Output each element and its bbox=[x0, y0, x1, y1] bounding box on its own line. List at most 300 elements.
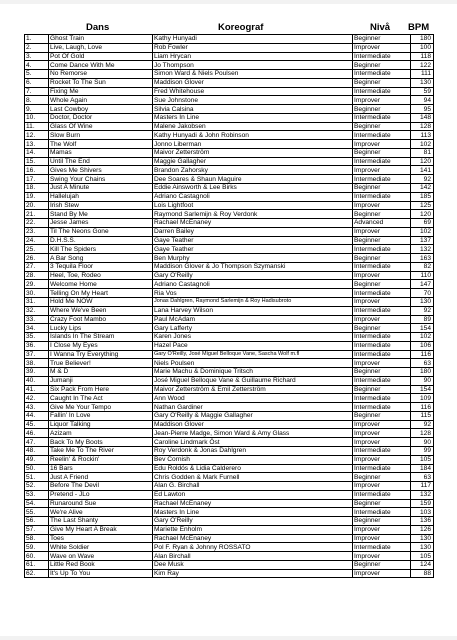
dance-name-cell: Give Me Your Tempo bbox=[49, 403, 153, 412]
choreographer-cell: Maivor Zetterström bbox=[153, 148, 353, 157]
row-number-cell: 17. bbox=[25, 175, 49, 184]
row-number-cell: 49. bbox=[25, 455, 49, 464]
table-row bbox=[25, 227, 434, 236]
row-number-cell: 57. bbox=[25, 525, 49, 534]
bpm-cell: 124 bbox=[411, 560, 434, 569]
choreographer-cell: Dee Musk bbox=[153, 560, 353, 569]
choreographer-cell: Kathy Hunyadi bbox=[153, 35, 353, 44]
table-row bbox=[25, 140, 434, 149]
bpm-cell: 117 bbox=[411, 482, 434, 491]
table-row bbox=[25, 446, 434, 455]
choreographer-cell: Adriano Castagnoli bbox=[153, 280, 353, 289]
choreographer-cell: Maggie Gallagher bbox=[153, 157, 353, 166]
choreographer-cell: Ben Murphy bbox=[153, 254, 353, 263]
dance-name-cell: Where We've Been bbox=[49, 306, 153, 315]
bpm-cell: 120 bbox=[411, 157, 434, 166]
choreographer-cell: Malene Jakobsen bbox=[153, 122, 353, 131]
choreographer-cell: Maddison Glover bbox=[153, 78, 353, 87]
row-number-cell: 6. bbox=[25, 78, 49, 87]
table-row bbox=[25, 376, 434, 385]
dance-name-cell: Little Red Book bbox=[49, 560, 153, 569]
dance-name-cell: Whole Again bbox=[49, 96, 153, 105]
level-cell: Improver bbox=[353, 297, 411, 306]
choreographer-cell: José Miguel Belloque Vane & Guillaume Richard bbox=[153, 376, 353, 385]
level-cell: Improver bbox=[353, 438, 411, 447]
row-number-cell: 27. bbox=[25, 262, 49, 271]
row-number-cell: 9. bbox=[25, 105, 49, 114]
table-row bbox=[25, 394, 434, 403]
row-number-cell: 44. bbox=[25, 411, 49, 420]
choreographer-cell: Rachael McEnaney bbox=[153, 499, 353, 508]
row-number-cell: 56. bbox=[25, 517, 49, 526]
table-row bbox=[25, 315, 434, 324]
dance-name-cell: Jesse James bbox=[49, 219, 153, 228]
level-cell: Improver bbox=[353, 482, 411, 491]
choreographer-cell: Ed Lawton bbox=[153, 490, 353, 499]
row-number-cell: 46. bbox=[25, 429, 49, 438]
table-row bbox=[25, 192, 434, 201]
row-number-cell: 31. bbox=[25, 297, 49, 306]
level-cell: Beginner bbox=[353, 122, 411, 131]
dance-name-cell: Just A Friend bbox=[49, 473, 153, 482]
level-cell: Improver bbox=[353, 96, 411, 105]
table-row bbox=[25, 473, 434, 482]
table-row bbox=[25, 52, 434, 61]
table-row bbox=[25, 324, 434, 333]
row-number-cell: 45. bbox=[25, 420, 49, 429]
bpm-cell: 118 bbox=[411, 52, 434, 61]
dance-name-cell: Fallin' In Love bbox=[49, 411, 153, 420]
level-cell: Improver bbox=[353, 271, 411, 280]
choreographer-cell: Chris Godden & Mark Furnell bbox=[153, 473, 353, 482]
row-number-cell: 58. bbox=[25, 534, 49, 543]
choreographer-cell: Gary O'Reilly bbox=[153, 271, 353, 280]
dance-name-cell: I Wanna Try Everything bbox=[49, 350, 153, 359]
level-cell: Beginner bbox=[353, 254, 411, 263]
table-row bbox=[25, 569, 434, 578]
choreographer-cell: Kim Ray bbox=[153, 569, 353, 578]
level-cell: Beginner bbox=[353, 517, 411, 526]
choreographer-cell: Maivor Zetterström & Emil Zetterström bbox=[153, 385, 353, 394]
table-row bbox=[25, 78, 434, 87]
level-cell: Beginner bbox=[353, 105, 411, 114]
dance-name-cell: Reelin' & Rockin' bbox=[49, 455, 153, 464]
level-cell: Improver bbox=[353, 201, 411, 210]
level-cell: Intermediate bbox=[353, 446, 411, 455]
level-cell: Beginner bbox=[353, 148, 411, 157]
choreographer-cell: Maddison Glover bbox=[153, 420, 353, 429]
choreographer-cell: Sue Johnstone bbox=[153, 96, 353, 105]
row-number-cell: 16. bbox=[25, 166, 49, 175]
table-header bbox=[0, 22, 457, 34]
dance-name-cell: Irish Stew bbox=[49, 201, 153, 210]
table-row bbox=[25, 560, 434, 569]
choreographer-cell: Adriano Castagnoli bbox=[153, 192, 353, 201]
choreographer-cell: Silvia Calsina bbox=[153, 105, 353, 114]
dance-name-cell: Stand By Me bbox=[49, 210, 153, 219]
choreographer-cell: Rachael McEnaney bbox=[153, 219, 353, 228]
table-row bbox=[25, 306, 434, 315]
dance-name-cell: Slow Burn bbox=[49, 131, 153, 140]
bpm-cell: 180 bbox=[411, 35, 434, 44]
choreographer-cell: Pol F. Ryan & Johnny ROSSATO bbox=[153, 543, 353, 552]
choreographer-cell: Ria Vos bbox=[153, 289, 353, 298]
table-row bbox=[25, 35, 434, 44]
dance-name-cell: Hold Me NOW bbox=[49, 297, 153, 306]
bpm-cell: 110 bbox=[411, 271, 434, 280]
level-cell: Intermediate bbox=[353, 262, 411, 271]
dance-name-cell: Kill The Spiders bbox=[49, 245, 153, 254]
bpm-cell: 180 bbox=[411, 368, 434, 377]
bpm-cell: 115 bbox=[411, 411, 434, 420]
table-row bbox=[25, 438, 434, 447]
choreographer-cell: Jonno Liberman bbox=[153, 140, 353, 149]
choreographer-cell: Maddison Glover & Jo Thompson Szymanski bbox=[153, 262, 353, 271]
dance-name-cell: D.H.S.S. bbox=[49, 236, 153, 245]
choreographer-cell: Gary O'Reilly & Maggie Gallagher bbox=[153, 411, 353, 420]
table-row bbox=[25, 420, 434, 429]
bpm-cell: 102 bbox=[411, 140, 434, 149]
dance-name-cell: Til The Neons Gone bbox=[49, 227, 153, 236]
dance-name-cell: Come Dance With Me bbox=[49, 61, 153, 70]
dance-name-cell: Give My Heart A Break bbox=[49, 525, 153, 534]
bpm-cell: 137 bbox=[411, 236, 434, 245]
bpm-cell: 128 bbox=[411, 122, 434, 131]
bpm-cell: 132 bbox=[411, 490, 434, 499]
choreographer-cell: Ann Wood bbox=[153, 394, 353, 403]
bpm-cell: 128 bbox=[411, 429, 434, 438]
table-row bbox=[25, 499, 434, 508]
row-number-cell: 55. bbox=[25, 508, 49, 517]
bpm-cell: 113 bbox=[411, 131, 434, 140]
level-cell: Intermediate bbox=[353, 543, 411, 552]
row-number-cell: 36. bbox=[25, 341, 49, 350]
level-cell: Beginner bbox=[353, 473, 411, 482]
row-number-cell: 11. bbox=[25, 122, 49, 131]
choreographer-cell: Liam Hrycan bbox=[153, 52, 353, 61]
dance-name-cell: Telling On My Heart bbox=[49, 289, 153, 298]
row-number-cell: 5. bbox=[25, 70, 49, 79]
table-row bbox=[25, 184, 434, 193]
row-number-cell: 47. bbox=[25, 438, 49, 447]
bpm-cell: 130 bbox=[411, 78, 434, 87]
level-cell: Intermediate bbox=[353, 464, 411, 473]
bpm-cell: 105 bbox=[411, 455, 434, 464]
level-cell: Improver bbox=[353, 315, 411, 324]
bpm-cell: 88 bbox=[411, 569, 434, 578]
choreographer-cell: Jo Thompson bbox=[153, 61, 353, 70]
table-row bbox=[25, 271, 434, 280]
dance-name-cell: Six Pack From Here bbox=[49, 385, 153, 394]
header-choreographer: Koreograf bbox=[218, 22, 264, 33]
bpm-cell: 102 bbox=[411, 227, 434, 236]
dance-table bbox=[24, 34, 434, 578]
choreographer-cell: Nathan Gardiner bbox=[153, 403, 353, 412]
level-cell: Improver bbox=[353, 227, 411, 236]
choreographer-cell: Simon Ward & Niels Poulsen bbox=[153, 70, 353, 79]
dance-name-cell: Heel, Toe, Rodeo bbox=[49, 271, 153, 280]
level-cell: Improver bbox=[353, 43, 411, 52]
row-number-cell: 14. bbox=[25, 148, 49, 157]
row-number-cell: 7. bbox=[25, 87, 49, 96]
level-cell: Intermediate bbox=[353, 333, 411, 342]
table-row bbox=[25, 429, 434, 438]
dance-name-cell: Caught In The Act bbox=[49, 394, 153, 403]
table-row bbox=[25, 341, 434, 350]
bpm-cell: 92 bbox=[411, 420, 434, 429]
dance-name-cell: Just A Minute bbox=[49, 184, 153, 193]
bpm-cell: 132 bbox=[411, 245, 434, 254]
choreographer-cell: Mariette Enholm bbox=[153, 525, 353, 534]
level-cell: Intermediate bbox=[353, 508, 411, 517]
bpm-cell: 92 bbox=[411, 306, 434, 315]
choreographer-cell: Roy Verdonk & Jonas Dahlgren bbox=[153, 446, 353, 455]
bpm-cell: 63 bbox=[411, 359, 434, 368]
row-number-cell: 59. bbox=[25, 543, 49, 552]
level-cell: Beginner bbox=[353, 411, 411, 420]
level-cell: Intermediate bbox=[353, 403, 411, 412]
dance-name-cell: Live, Laugh, Love bbox=[49, 43, 153, 52]
table-row bbox=[25, 403, 434, 412]
dance-name-cell: White Soldier bbox=[49, 543, 153, 552]
table-row bbox=[25, 96, 434, 105]
choreographer-cell: Rachael McEnaney bbox=[153, 534, 353, 543]
row-number-cell: 33. bbox=[25, 315, 49, 324]
row-number-cell: 20. bbox=[25, 201, 49, 210]
row-number-cell: 41. bbox=[25, 385, 49, 394]
table-row bbox=[25, 210, 434, 219]
choreographer-cell: Paul McAdam bbox=[153, 315, 353, 324]
level-cell: Intermediate bbox=[353, 52, 411, 61]
choreographer-cell: Gaye Teather bbox=[153, 245, 353, 254]
level-cell: Intermediate bbox=[353, 157, 411, 166]
table-row bbox=[25, 517, 434, 526]
table-row bbox=[25, 87, 434, 96]
row-number-cell: 24. bbox=[25, 236, 49, 245]
choreographer-cell: Marie Machu & Dominique Tritsch bbox=[153, 368, 353, 377]
table-row bbox=[25, 175, 434, 184]
choreographer-cell: Gary O'Reilly, José Miguel Belloque Vane, Sascha Wolf m.fl bbox=[153, 350, 353, 359]
header-level: Nivå bbox=[370, 22, 391, 33]
level-cell: Beginner bbox=[353, 368, 411, 377]
level-cell: Improver bbox=[353, 166, 411, 175]
choreographer-cell: Alan G. Birchall bbox=[153, 482, 353, 491]
row-number-cell: 52. bbox=[25, 482, 49, 491]
level-cell: Improver bbox=[353, 525, 411, 534]
dance-name-cell: M & D bbox=[49, 368, 153, 377]
bpm-cell: 106 bbox=[411, 341, 434, 350]
dance-name-cell: Pot Of Gold bbox=[49, 52, 153, 61]
bpm-cell: 159 bbox=[411, 499, 434, 508]
choreographer-cell: Gary Lafferty bbox=[153, 324, 353, 333]
bpm-cell: 126 bbox=[411, 525, 434, 534]
table-row bbox=[25, 166, 434, 175]
bpm-cell: 147 bbox=[411, 280, 434, 289]
table-row bbox=[25, 482, 434, 491]
row-number-cell: 21. bbox=[25, 210, 49, 219]
bpm-cell: 94 bbox=[411, 96, 434, 105]
level-cell: Improver bbox=[353, 552, 411, 561]
bpm-cell: 103 bbox=[411, 508, 434, 517]
table-row bbox=[25, 508, 434, 517]
row-number-cell: 30. bbox=[25, 289, 49, 298]
level-cell: Intermediate bbox=[353, 289, 411, 298]
level-cell: Intermediate bbox=[353, 70, 411, 79]
table-row bbox=[25, 254, 434, 263]
choreographer-cell: Raymond Sarlemijn & Roy Verdonk bbox=[153, 210, 353, 219]
row-number-cell: 32. bbox=[25, 306, 49, 315]
row-number-cell: 1. bbox=[25, 35, 49, 44]
header-dance: Dans bbox=[86, 22, 110, 33]
table-row bbox=[25, 368, 434, 377]
level-cell: Improver bbox=[353, 429, 411, 438]
bpm-cell: 95 bbox=[411, 105, 434, 114]
level-cell: Improver bbox=[353, 455, 411, 464]
level-cell: Intermediate bbox=[353, 131, 411, 140]
row-number-cell: 54. bbox=[25, 499, 49, 508]
bpm-cell: 109 bbox=[411, 394, 434, 403]
choreographer-cell: Dee Soares & Shaun Maguire bbox=[153, 175, 353, 184]
table-row bbox=[25, 359, 434, 368]
bpm-cell: 90 bbox=[411, 376, 434, 385]
level-cell: Improver bbox=[353, 420, 411, 429]
bottom-edge bbox=[0, 636, 457, 640]
table-row bbox=[25, 122, 434, 131]
choreographer-cell: Kathy Hunyadi & John Robinson bbox=[153, 131, 353, 140]
dance-name-cell: Islands In The Stream bbox=[49, 333, 153, 342]
bpm-cell: 69 bbox=[411, 219, 434, 228]
dance-name-cell: Hallelujah bbox=[49, 192, 153, 201]
bpm-cell: 102 bbox=[411, 333, 434, 342]
dance-name-cell: Gives Me Shivers bbox=[49, 166, 153, 175]
choreographer-cell: Gaye Teather bbox=[153, 236, 353, 245]
choreographer-cell: Brandon Zahorsky bbox=[153, 166, 353, 175]
bpm-cell: 130 bbox=[411, 543, 434, 552]
bpm-cell: 116 bbox=[411, 350, 434, 359]
level-cell: Beginner bbox=[353, 280, 411, 289]
row-number-cell: 39. bbox=[25, 368, 49, 377]
row-number-cell: 2. bbox=[25, 43, 49, 52]
level-cell: Intermediate bbox=[353, 87, 411, 96]
bpm-cell: 185 bbox=[411, 192, 434, 201]
level-cell: Beginner bbox=[353, 184, 411, 193]
row-number-cell: 29. bbox=[25, 280, 49, 289]
row-number-cell: 25. bbox=[25, 245, 49, 254]
level-cell: Advanced bbox=[353, 219, 411, 228]
table-row bbox=[25, 201, 434, 210]
bpm-cell: 130 bbox=[411, 534, 434, 543]
choreographer-cell: Lois Lightfoot bbox=[153, 201, 353, 210]
dance-name-cell: The Last Shanty bbox=[49, 517, 153, 526]
row-number-cell: 40. bbox=[25, 376, 49, 385]
table-row bbox=[25, 490, 434, 499]
dance-name-cell: Crazy Foot Mambo bbox=[49, 315, 153, 324]
level-cell: Intermediate bbox=[353, 113, 411, 122]
row-number-cell: 42. bbox=[25, 394, 49, 403]
level-cell: Intermediate bbox=[353, 306, 411, 315]
dance-name-cell: Azizam bbox=[49, 429, 153, 438]
table-row bbox=[25, 219, 434, 228]
header-bpm: BPM bbox=[408, 22, 430, 33]
choreographer-cell: Bev Cornish bbox=[153, 455, 353, 464]
bpm-cell: 100 bbox=[411, 43, 434, 52]
table-row bbox=[25, 157, 434, 166]
bpm-cell: 136 bbox=[411, 517, 434, 526]
table-row bbox=[25, 464, 434, 473]
row-number-cell: 48. bbox=[25, 446, 49, 455]
choreographer-cell: Rob Fowler bbox=[153, 43, 353, 52]
table-row bbox=[25, 280, 434, 289]
table-row bbox=[25, 148, 434, 157]
choreographer-cell: Masters In Line bbox=[153, 113, 353, 122]
bpm-cell: 81 bbox=[411, 148, 434, 157]
bpm-cell: 154 bbox=[411, 324, 434, 333]
bpm-cell: 141 bbox=[411, 166, 434, 175]
dance-name-cell: Take Me To The River bbox=[49, 446, 153, 455]
level-cell: Intermediate bbox=[353, 192, 411, 201]
choreographer-cell: Caroline Lindmark Öst bbox=[153, 438, 353, 447]
dance-name-cell: We're Alive bbox=[49, 508, 153, 517]
level-cell: Beginner bbox=[353, 236, 411, 245]
table-row bbox=[25, 385, 434, 394]
choreographer-cell: Alan Birchall bbox=[153, 552, 353, 561]
bpm-cell: 99 bbox=[411, 446, 434, 455]
row-number-cell: 26. bbox=[25, 254, 49, 263]
bpm-cell: 92 bbox=[411, 175, 434, 184]
bpm-cell: 116 bbox=[411, 403, 434, 412]
dance-name-cell: Wave on Wave bbox=[49, 552, 153, 561]
dance-name-cell: The Wolf bbox=[49, 140, 153, 149]
bpm-cell: 111 bbox=[411, 70, 434, 79]
table-row bbox=[25, 525, 434, 534]
row-number-cell: 3. bbox=[25, 52, 49, 61]
bpm-cell: 184 bbox=[411, 464, 434, 473]
dance-name-cell: 16 Bars bbox=[49, 464, 153, 473]
level-cell: Improver bbox=[353, 140, 411, 149]
dance-name-cell: Last Cowboy bbox=[49, 105, 153, 114]
row-number-cell: 37. bbox=[25, 350, 49, 359]
row-number-cell: 61. bbox=[25, 560, 49, 569]
bpm-cell: 70 bbox=[411, 289, 434, 298]
table-row bbox=[25, 105, 434, 114]
bpm-cell: 82 bbox=[411, 262, 434, 271]
level-cell: Intermediate bbox=[353, 175, 411, 184]
choreographer-cell: Jean-Pierre Madge, Simon Ward & Amy Glass bbox=[153, 429, 353, 438]
row-number-cell: 62. bbox=[25, 569, 49, 578]
row-number-cell: 53. bbox=[25, 490, 49, 499]
row-number-cell: 18. bbox=[25, 184, 49, 193]
table-row bbox=[25, 131, 434, 140]
dance-name-cell: Welcome Home bbox=[49, 280, 153, 289]
table-row bbox=[25, 297, 434, 306]
row-number-cell: 19. bbox=[25, 192, 49, 201]
dance-name-cell: Toes bbox=[49, 534, 153, 543]
table-row bbox=[25, 43, 434, 52]
row-number-cell: 10. bbox=[25, 113, 49, 122]
table-row bbox=[25, 289, 434, 298]
row-number-cell: 34. bbox=[25, 324, 49, 333]
dance-name-cell: No Remorse bbox=[49, 70, 153, 79]
dance-name-cell: Glass Of Wine bbox=[49, 122, 153, 131]
dance-name-cell: A Bar Song bbox=[49, 254, 153, 263]
bpm-cell: 90 bbox=[411, 438, 434, 447]
row-number-cell: 60. bbox=[25, 552, 49, 561]
choreographer-cell: Fred Whitehouse bbox=[153, 87, 353, 96]
row-number-cell: 28. bbox=[25, 271, 49, 280]
choreographer-cell: Lana Harvey Wilson bbox=[153, 306, 353, 315]
bpm-cell: 63 bbox=[411, 473, 434, 482]
dance-name-cell: Runaround Sue bbox=[49, 499, 153, 508]
